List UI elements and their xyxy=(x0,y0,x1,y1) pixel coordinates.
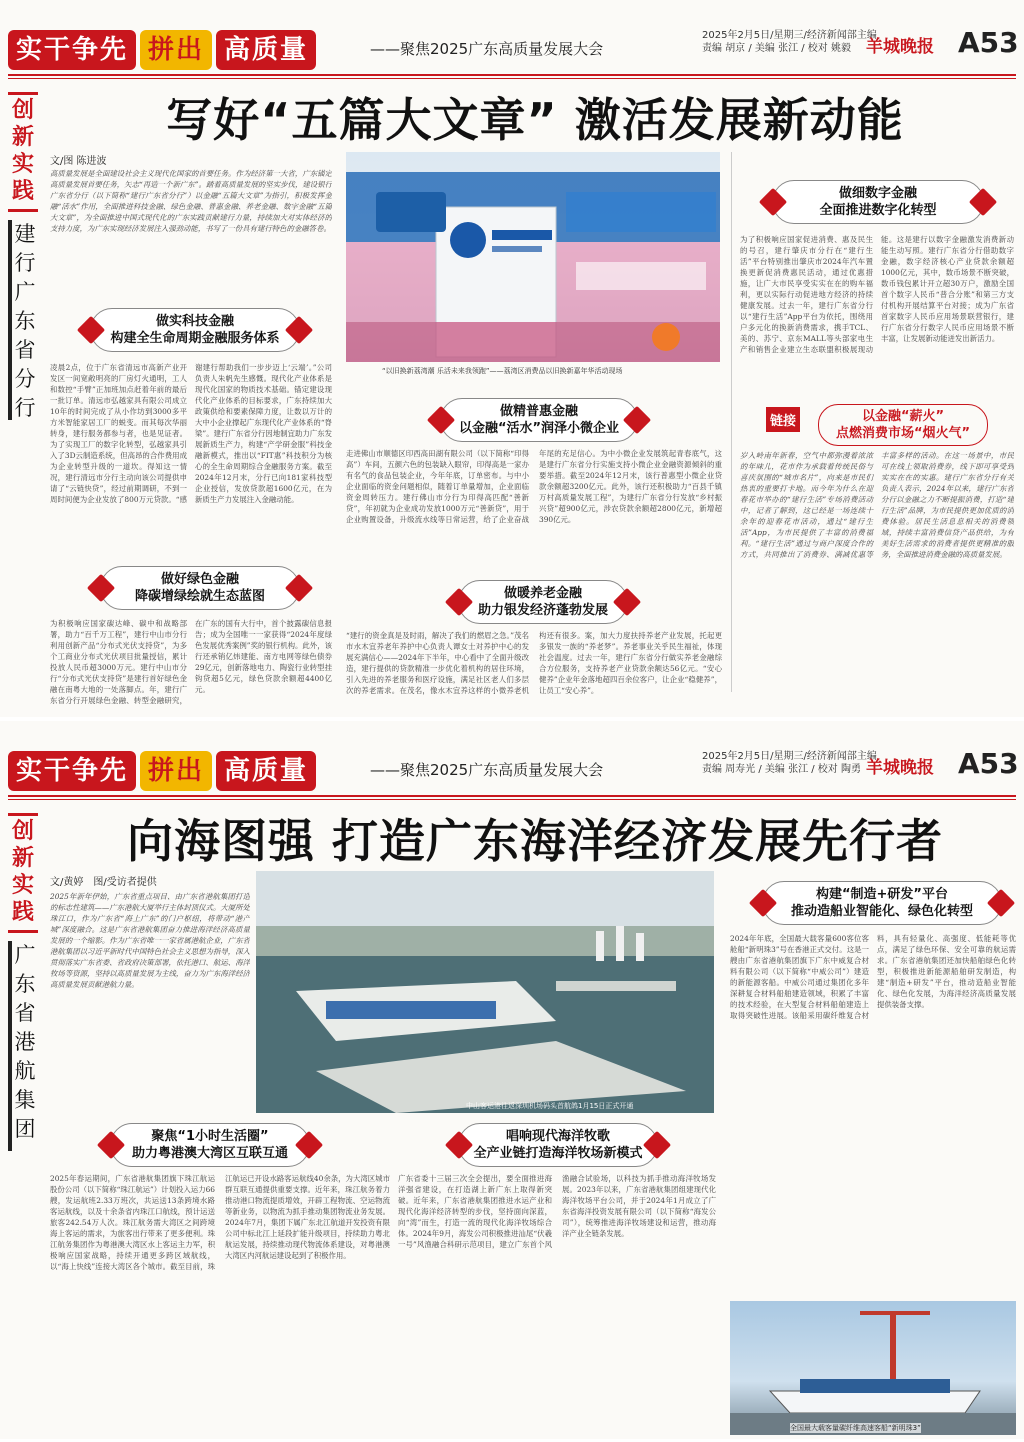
section-heading-line1: 做暖养老金融 xyxy=(503,586,582,601)
page-headline: 写好“五篇大文章” 激活发展新动能 xyxy=(166,93,904,147)
tech-finance-text: 凌晨2点，位于广东省清远市高新产业开发区一间宽敞明亮的厂房灯火通明，工人和数控“手臂”正加班加点赶着年前的最后一批订单。清远市弘越家具有限公司成立10年的时间完成了从小作坊到3000多平方米智能家居工厂的蜕变。而其每次华丽转身，建行服务都参与者，也是见证者。为了实现工厂的数字化转型，弘越家具引入了3D云制造系统，但高昂的合作费用成为企业转型升级的一道坎。得知这一情况，建行清远市分行主动向该公司提供申请了“云链快贷”，经过前期调研，不到一周时间便为企业发放了800万元贷款。“感谢建行帮助我们一步步迈上‘云端’。”公司负责人朱帆先生感慨。现代化产业体系是现代化国家的物质技术基础。锚定建设现代化产业体系的目标要求，广东持续加大政策供给和要素保障力度，让数以万计的大中小企业撑起广东现代化产业体系的“脊梁”。建行广东省分行因地制宜助力广东发展新质生产力，构建“产学研金服”科技金融新模式，推出以“FIT惠”科技积分为核心的全生命周期综合金融服务方案。截至2024年12月末，分行已向181家科技型企业授信，发放贷款超1600亿元，在为新质生产力发展注入金融动能。 xyxy=(50,363,332,504)
digital-finance-text: 为了积极响应国家促进消费、惠及民生的号召，建行肇庆市分行在“建行生活”平台特别推出肇庆市2024年汽车置换更新促消费惠民活动，通过优惠措施，让广大市民享受实实在在的购车福利，更以实际行动促进地方经济的持续健康发展。过去一年，建行广东省分行以“建行生活”App平台为依托，围绕用户多元化的换新消费需求，携手TCL、美的、苏宁、京东MALL等头部家电生产和销售企业建立生态联盟积极展现动能。这是建行以数字金融激发消费新动能生动写照。建行广东省分行借助数字金融，数字经济核心产业贷款余额超1000亿元，其中，数币场景不断突破，数币钱包累计开立超30万户，激励全国首个数字人民币“普合分账”和第三方支付机构开展结算平台对接；成为广东省首家数字人民币应用场景联营银行，建行广东省分行数字人民币应用场景不断丰富，让发展新动能迸发出新活力。 xyxy=(740,235,1014,354)
banner xyxy=(8,751,320,791)
banner-part-2: 拼出 xyxy=(140,30,212,70)
sidebar-column-title: 创新实践 xyxy=(8,92,38,212)
banner-part-1: 实干争先 xyxy=(8,751,136,791)
section-heading-inclusive-finance xyxy=(440,398,638,442)
greater-bay-text: 2025年春运期间，广东省港航集团旗下珠江航运股份公司（以下简称“珠江航运”）计划投入运力66艘，发运航班2.33万班次，共运送13条跨境水路客运航线，以及十余条省内珠江口航线，预计运送旅客242.54万人次。珠江航务需大湾区之间跨境海上客运的需求，为旅客出行带来了更多便利。珠江航务集团作为粤港澳大湾区水上客运主力军，积极响应国家战略，持续开通更多跨区域航线，以“海上快线”连接大湾区各个城市。截至目前，珠江航运已开设水路客运航线40余条，为大湾区城市群互联互通提供重要支撑。近年来，珠江航务着力推动港口物流提质增效，开辟工程物流、空运物流等新业务，以物流为抓手推动集团物流业务发展。2024年7月，集团下属广东北江航道开发投资有限公司中标北江上延段扩能升级项目，持续助力粤北航运发展，持续推动现代物流体系建设，对粤港澳大湾区内河航运建设起到了积极作用。 xyxy=(50,1174,390,1271)
section-heading-digital-finance xyxy=(772,180,984,224)
section-heading-greater-bay xyxy=(110,1123,310,1167)
header-rule xyxy=(8,795,1016,797)
header-rule-thin xyxy=(8,799,1016,800)
link-heading-line1: 以金融“薪火” xyxy=(861,409,945,424)
sidebar-sponsor: 广东省港航集团 xyxy=(8,941,38,1151)
port-aerial-illustration xyxy=(256,871,714,1113)
banner-subtitle: ——聚焦2025广东高质量发展大会 xyxy=(370,40,604,58)
issue-date: 2025年2月5日/星期三/经济新闻部主编 xyxy=(702,30,877,41)
page-headline: 向海图强 打造广东海洋经济发展先行者 xyxy=(126,814,943,868)
banner-part-1: 实干争先 xyxy=(8,30,136,70)
byline: 文/图 陈进波 xyxy=(50,156,107,167)
editor-credits: 责编 胡京 / 美编 张江 / 校对 姚毅 xyxy=(702,43,851,54)
intro-text: 高质量发展是全面建设社会主义现代化国家的首要任务。作为经济第一大省，广东锚定高质量发展首要任务，矢志“再造一个新广东”。踏着高质量发展的坚实步伐，建设银行广东省分行（以下简称“建行广东省分行”）以金融“五篇大文章”为指引，积极发挥金融“活水”作用，全面推进科技金融、绿色金融、普惠金融、养老金融、数字金融“五篇大文章”，为全面推进中国式现代化的广东实践贡献建行力量，持续加大对实体经济的支持力度，为广东实现经济发展注入强劲动能，书写了一份具有建行特色的金融答卷。 xyxy=(50,169,332,233)
photo-caption: “以旧换新荔湾潮 乐活未来我领跑”——荔湾区消费品以旧换新嘉年华活动现场 xyxy=(382,367,623,375)
ferry-photo xyxy=(730,1301,1016,1435)
banner-subtitle: ——聚焦2025广东高质量发展大会 xyxy=(370,761,604,779)
port-aerial-photo xyxy=(256,871,714,1113)
ferry-illustration xyxy=(730,1301,1016,1435)
section-heading-line2: 以金融“活水”润泽小微企业 xyxy=(458,421,620,436)
banner xyxy=(8,30,320,70)
newspaper-page-bottom xyxy=(0,721,1024,1439)
newspaper-logo: 羊城晚报 xyxy=(866,37,934,57)
sidebar-column-title: 创新实践 xyxy=(8,813,38,933)
ocean-ranch-text: 广东省委十三届三次全会提出，要全面推进海洋强省建设，在打造湖上新广东上取得新突破。近年来，广东省港航集团推进水运产业和现代化海洋经济转型的步伐，坚持面向深蓝，向“湾”而生，打造一流的现代化海洋牧场综合体。2024年9月，海发公司积极推进汕尾“伏羲一号”风渔融合科研示范项目，建立广东首个风渔融合试验场，以科技为抓手推动海洋牧场发展。2023年以来，广东省港航集团组建现代化海洋牧场平台公司，并于2024年1月成立了广东省海洋投资发展有限公司（以下简称“海发公司”），统筹推进海洋牧场建设和运营，推动海洋产业全链条发展。 xyxy=(398,1174,716,1249)
section-heading-shipbuilding xyxy=(762,881,1002,925)
elder-finance-text: “建行的资金真是及时雨，解决了我们的燃眉之急。”茂名市水木宜养老年养护中心负责人谭女士对养护中心的发展充满信心——2024年下半年，中心看中了全面升级改造，建行提供的贷款精准一步优化着机构的居住环境，引入先进的养老服务和医疗设施，满足社区老人们多层次的养老需求。在茂名，像水木宜养这样的小微养老机构还有很多。案，加大力度扶持养老产业发展，托起更多银发一族的“养老梦”。养老事业关乎民生福祉，体现社会温度。过去一年，建行广东省分行做实养老金融综合方位服务，支持养老产业贷款余额达56亿元。“安心健养”企业年金落地超四百余位客户，让企业“稳健养”，让员工“安心养”。 xyxy=(346,631,722,695)
section-heading-line2: 助力银发经济蓬勃发展 xyxy=(477,603,608,618)
section-heading-line2: 助力粤港澳大湾区互联互通 xyxy=(131,1146,288,1161)
sidebar-sponsor: 建行广东省分行 xyxy=(8,220,38,420)
photo-caption: 中山客运港往返深圳机场码头首航鸽1月15日正式开通 xyxy=(466,1102,634,1110)
editor-credits: 责编 周寿光 / 美编 张江 / 校对 陶勇 xyxy=(702,764,861,775)
section-heading-ocean-ranch xyxy=(458,1123,658,1167)
newspaper-page-top xyxy=(0,0,1024,718)
inclusive-finance-text: 走进佛山市顺德区印西高田湖有限公司（以下简称“印得高”）车间，五颜六色的包装缺入眼帘，印得高是一家办有名气的食品包装企业，今年年底，订单密布。与中小企业面临的资金问题相似，随着订单量增加，企业面临资金周转压力。建行佛山市分行为印得高匹配“善新贷”，年初就为企业成功发放1000万元“善新贷”，用于企业购置设备，升级流水线等日常运营，给了企业奋战年尾的充足信心。为中小微企业发展筑起青春底气，这是建行广东省分行实施支持小微企业金融资源倾斜的重要举措。截至2024年12月末，该行普惠型小微企业贷款余额超3200亿元。此外，该行还积极助力“百县千镇万村高质量发展工程”，为建行广东省分行发放“乡村振兴贷”超900亿元，涉农贷款余额超2800亿元，新增超390亿元。 xyxy=(346,449,722,524)
column-divider xyxy=(731,152,732,692)
section-heading-line1: 聚焦“1小时生活圈” xyxy=(151,1129,269,1144)
banner-part-2: 拼出 xyxy=(140,751,212,791)
section-heading-line2: 全面推进数字化转型 xyxy=(819,203,937,218)
intro-text: 2025年新年伊始，广东省重点项目、由广东省港航集团打造的标志性建筑——广东港航大厦举行主体封顶仪式。大厦所处珠江口，作为广东省“海上广东”的门户枢纽，将带动“港产城”深度融合。这是广东省港航集团奋力推进海洋经济高质量发展的一个缩影。作为广东省唯一一家省属港航企业，广东省港航集团以习近平新时代中国特色社会主义思想为指导，深入贯彻落实广东省委、省政府决策部署，依托港口、航运、海洋牧场等资源，坚持以高质量发展为主线，奋力为广东海洋经济高质量发展贡献港航力量。 xyxy=(50,892,250,989)
section-heading-elder-finance xyxy=(458,580,628,624)
issue-date: 2025年2月5日/星期三/经济新闻部主编 xyxy=(702,751,877,762)
header-rule-thin xyxy=(8,78,1016,79)
section-heading-line1: 构建“制造+研发”平台 xyxy=(816,887,948,902)
section-heading-line1: 做细数字金融 xyxy=(838,186,917,201)
banner-part-3: 高质量 xyxy=(216,751,316,791)
section-heading-line1: 做实科技金融 xyxy=(155,314,234,329)
green-finance-text: 为积极响应国家碳达峰、碳中和战略部署，助力“百千万工程”，建行中山市分行利用创新产品“分布式光伏支持贷”，为多个工商业分布式光伏项目批量授信，累计投放人民币超3000万元。建行中山市分行“分布式光伏支持贷”是建行首好绿色金融在南粤大地的一处落脚点。年，建行广东省分行开展绿色金融、转型金融研究，在广东的国有大行中，首个披露碳信息报告；成为全国唯一一家获得“2024年度绿色发展优秀案例”奖的银行机构。此外，该行还承销亿炜建能、南方电网等绿色债券29亿元，创新落地电力、陶瓷行业转型挂钩贷超5亿元，绿色贷款余额超4400亿元。 xyxy=(50,619,332,705)
page-number: A53 xyxy=(958,26,1019,59)
section-heading-green-finance xyxy=(100,566,300,610)
section-heading-line2: 全产业链打造海洋牧场新模式 xyxy=(473,1146,643,1161)
link-tag: 链接 xyxy=(766,407,800,432)
event-photo xyxy=(346,152,720,362)
section-heading-line1: 做精普惠金融 xyxy=(499,404,578,419)
banner-part-3: 高质量 xyxy=(216,30,316,70)
section-sidebar xyxy=(8,813,38,1151)
section-heading-line2: 降碳增绿绘就生态蓝图 xyxy=(134,589,265,604)
link-heading xyxy=(818,404,988,446)
section-heading-line1: 唱响现代海洋牧歌 xyxy=(505,1129,610,1144)
section-heading-line1: 做好绿色金融 xyxy=(160,572,239,587)
section-heading-line2: 推动造船业智能化、绿色化转型 xyxy=(790,904,973,919)
section-heading-line2: 构建全生命周期金融服务体系 xyxy=(110,331,280,346)
byline: 文/黄婷 图/受访者提供 xyxy=(50,877,157,888)
link-heading-line2: 点燃消费市场“烟火气” xyxy=(835,426,971,441)
page-number: A53 xyxy=(958,747,1019,780)
header-rule xyxy=(8,74,1016,76)
section-sidebar xyxy=(8,92,38,420)
event-photo-illustration xyxy=(346,152,720,362)
shipbuilding-text: 2024年年底，全国最大载客量600客位客舱船“新明珠3”号在香港正式交付。这是一艘由广东省港航集团旗下广东中威复合材料有限公司（以下简称“中威公司”）建造的新能源客船。中威公司通过集团化多年深耕复合材料船舶建造领域，积累了丰富的技术经验，在大型复合材料船舶建造上取得突破性进展。该船采用碳纤维复合材料，具有轻量化、高强度、低能耗等优点，满足了绿色环保、安全可靠的航运需求。广东省港航集团还加快船舶绿色化转型，积极推进新能源船舶研发制造，构建“制造+研发”平台，推动造船业智能化、绿色化发展，为海洋经济高质量发展提供装备支撑。 xyxy=(730,934,1016,1020)
ferry-caption: 全国最大载客量碳纤维高速客船“新明珠3” xyxy=(790,1424,921,1432)
newspaper-logo: 羊城晚报 xyxy=(866,758,934,778)
link-text: 岁入岭南年新春，空气中都弥漫着浓浓的年味儿，花市作为承载着传统民俗与喜庆氛围的“城市名片”，向来是市民们热衷的重要打卡地。而今年为什么在迎春花市举办的“建行生活”专场消费活动中，记者了解到，这已经是一场连续十余年的迎春花市活动，通过“建行生活”App，为市民提供了丰富的消费福利。“建行生活”通过与商户深度合作的方式，共同推出了消费券、满减优惠等丰富多样的活动。在这一场景中，市民可在线上领取消费券，线下即可享受到实实在在的实惠。建行广东省分行有关负责人表示，2024年以来，建行广东省分行以金融之力不断提振消费，打造“建行生活”品牌，为市民提供更加优质的消费体验。居民生活息息相关的消费领域，持续丰富消费信贷产品供给，为有美好生活需求的消费者提供更精准的服务，全面推进消费金融的高质量发展。 xyxy=(740,451,1014,559)
section-heading-tech-finance xyxy=(90,308,300,352)
